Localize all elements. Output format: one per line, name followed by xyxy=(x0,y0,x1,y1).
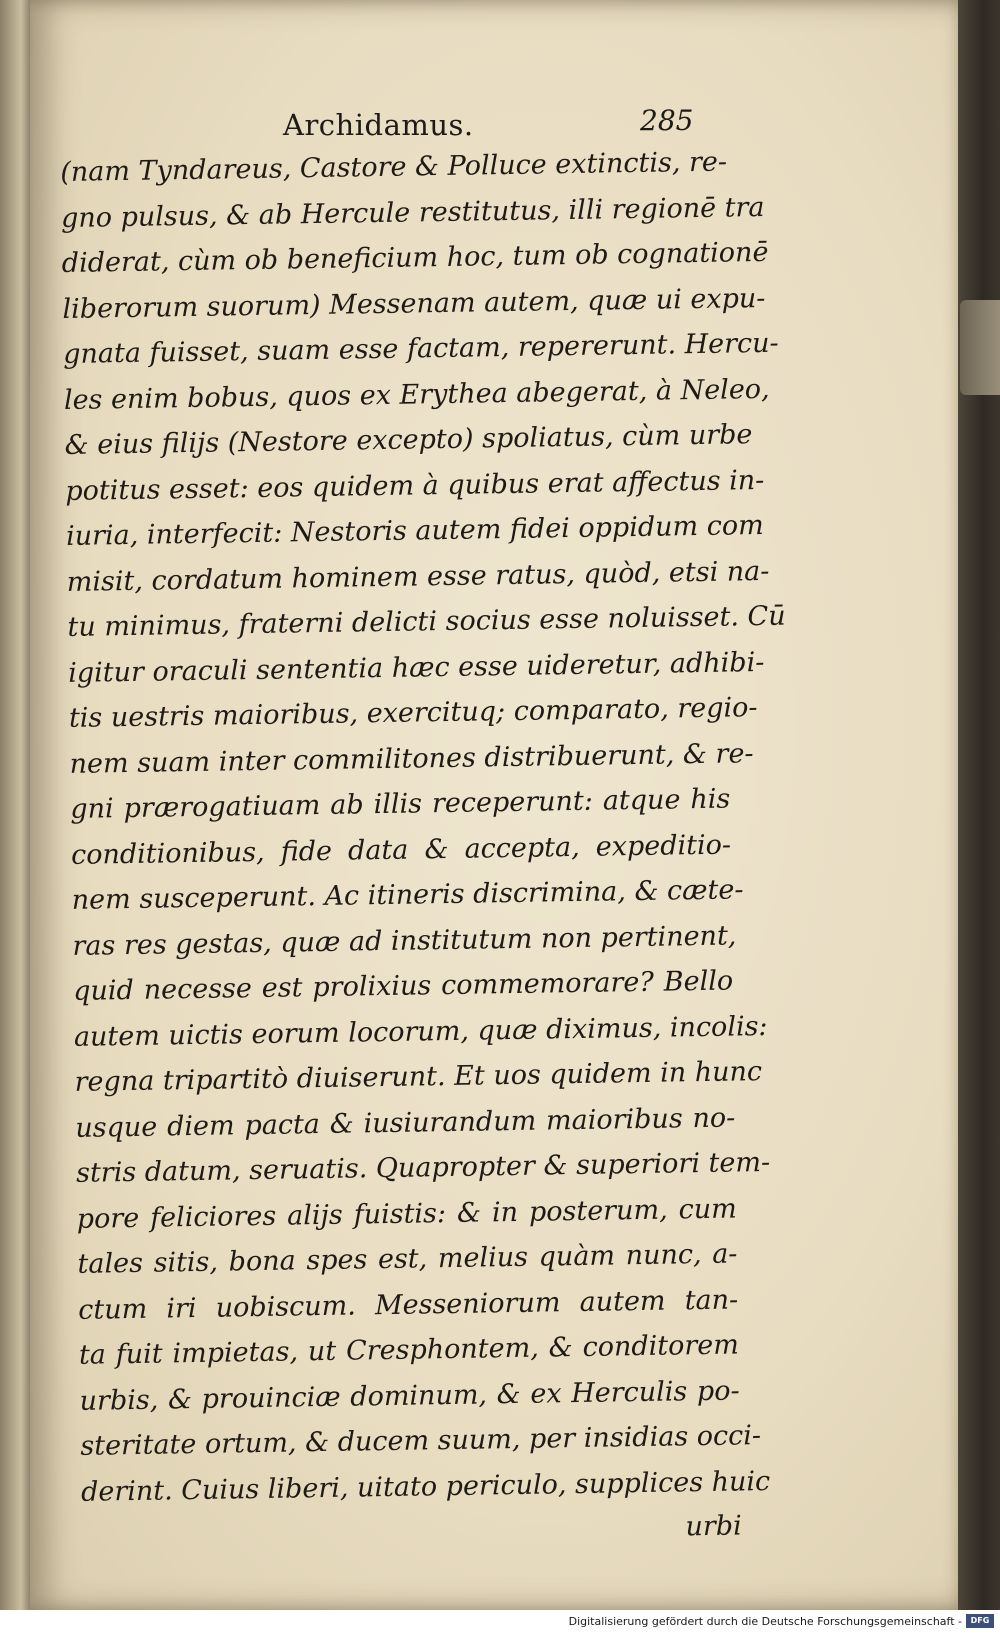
text-line: quid necesse est prolixius commemorare? Bello xyxy=(72,965,734,1007)
text-line: misit, cordatum hominem esse ratus, quòd, etsi na- xyxy=(66,555,770,598)
text-line: nem suam inter commilitones distribuerunt, & re- xyxy=(69,737,754,780)
text-line: conditionibus, fide data & accepta, expeditio- xyxy=(70,829,732,871)
text-line: gnata fuisset, suam esse factam, repererunt. Hercu- xyxy=(62,327,779,370)
text-line: tis uestris maioribus, exercituq; comparato, regio- xyxy=(68,692,758,734)
text-line: usque diem pacta & iusiurandum maioribus no- xyxy=(75,1102,736,1144)
body-text xyxy=(60,140,786,1559)
running-head: Archidamus. xyxy=(283,108,474,142)
text-line: steritate ortum, & ducem suum, per insidias occi- xyxy=(80,1420,762,1462)
text-line: diderat, cùm ob beneficium hoc, tum ob cognationē xyxy=(61,236,769,279)
catchword: urbi xyxy=(685,1510,742,1543)
text-line: les enim bobus, quos ex Erythea abegerat, à Neleo, xyxy=(63,373,770,416)
text-line: tu minimus, fraterni delicti socius esse noluisset. Cū xyxy=(67,600,786,643)
text-line: nem susceperunt. Ac itineris discrimina, & cæte- xyxy=(71,874,744,916)
text-line: ras res gestas, quæ ad institutum non pertinent, xyxy=(72,919,737,962)
text-line: pore feliciores alijs fuistis: & in posterum, cum xyxy=(76,1193,737,1235)
text-line: ta fuit impietas, ut Cresphontem, & conditorem xyxy=(78,1329,740,1371)
text-line: (nam Tyndareus, Castore & Polluce extinctis, re- xyxy=(60,146,728,188)
text-line: gni prærogatiuam ab illis receperunt: atque his xyxy=(70,783,731,825)
digitization-credit: Digitalisierung gefördert durch die Deutsche Forschungsgemeinschaft - xyxy=(568,1615,962,1628)
text-line: gno pulsus, & ab Hercule restitutus, illi regionē tra xyxy=(60,191,765,234)
text-line: iuria, interfecit: Nestoris autem fidei oppidum com xyxy=(65,509,764,552)
book-fore-edge xyxy=(958,0,1000,1610)
page-number: 285 xyxy=(640,104,694,137)
text-line: liberorum suorum) Messenam autem, quæ ui expu- xyxy=(62,282,766,325)
footer-bar xyxy=(0,1610,1000,1635)
text-line: regna tripartitò diuiserunt. Et uos quidem in hunc xyxy=(74,1056,763,1098)
text-line: ctum iri uobiscum. Messeniorum autem tan- xyxy=(77,1283,739,1326)
text-line: autem uictis eorum locorum, quæ diximus, incolis: xyxy=(73,1010,768,1053)
text-line: tales sitis, bona spes est, melius quàm nunc, a- xyxy=(77,1238,738,1280)
text-line: urbis, & prouinciæ dominum, & ex Herculis po- xyxy=(79,1374,740,1417)
dfg-logo-icon: DFG xyxy=(966,1614,994,1628)
text-line: derint. Cuius liberi, uitato periculo, supplices huic xyxy=(80,1465,771,1508)
text-line: igitur oraculi sententia hæc esse uideretur, adhibi- xyxy=(67,646,765,689)
text-line: stris datum, seruatis. Quapropter & superiori tem- xyxy=(75,1146,771,1189)
text-line: & eius filijs (Nestore excepto) spoliatus, cùm urbe xyxy=(64,419,753,461)
page-tab xyxy=(960,300,1000,395)
text-line: potitus esset: eos quidem à quibus erat affectus in- xyxy=(65,464,765,507)
